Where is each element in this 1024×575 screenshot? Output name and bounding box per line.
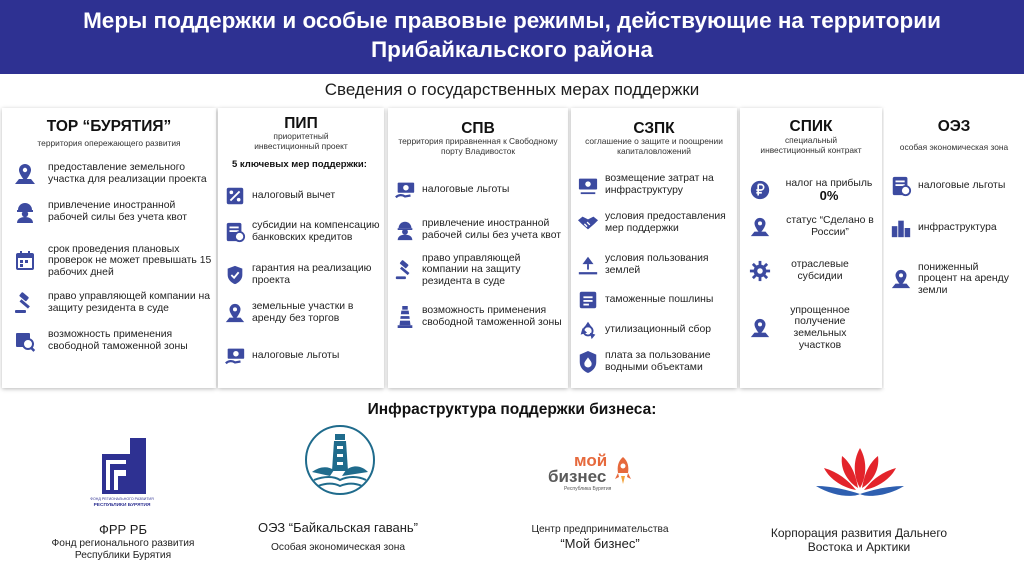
- column-subtitle: приоритетный инвестиционный проект: [254, 131, 348, 151]
- tax-deduction-icon: [224, 185, 246, 207]
- support-item: [740, 258, 860, 284]
- support-item: [2, 194, 212, 230]
- moi-logo-region: Республика Бурятия: [564, 486, 612, 492]
- support-item-text: пониженный процент на аренду земли: [918, 261, 1009, 296]
- ruble-coin-icon: [749, 179, 771, 201]
- column-tor: [2, 108, 216, 388]
- column-title: ПИП: [284, 115, 318, 132]
- frr-logo-line-2: РЕСПУБЛИКИ БУРЯТИЯ: [93, 503, 151, 508]
- calendar-icon: [13, 249, 37, 273]
- tax-benefit-icon: [394, 179, 416, 201]
- cash-icon: [224, 345, 246, 367]
- gavel-icon: [394, 259, 416, 281]
- org-desc: Востока и Арктики: [807, 540, 911, 554]
- support-item-text: привлечение иностранной рабочей силы без учета квот: [422, 218, 562, 241]
- column-szpk: [571, 108, 737, 388]
- support-item: [2, 290, 214, 316]
- org-desc: Республики Бурятия: [74, 550, 172, 561]
- column-spik: [740, 108, 882, 388]
- page-header: [0, 0, 1024, 74]
- support-item-text: упрощенное получение земельных участков: [790, 304, 850, 351]
- infrastructure-title: Инфраструктура поддержки бизнеса:: [367, 401, 657, 418]
- land-plot-icon: [13, 162, 37, 186]
- support-item: [571, 348, 733, 376]
- customs-duty-icon: [577, 289, 599, 311]
- column-title: СПВ: [461, 120, 495, 137]
- customs-search-icon: [13, 329, 37, 353]
- water-drop-icon: [577, 350, 599, 374]
- land-plot-icon: [749, 317, 771, 339]
- gavel-icon: [13, 291, 37, 315]
- money-return-icon: [577, 175, 599, 195]
- support-item-text: плата за пользование водными объектами: [605, 350, 711, 373]
- moi-logo-word-2: бизнес: [548, 467, 607, 486]
- frr-rb-logo: [92, 434, 152, 514]
- support-item: [2, 156, 212, 192]
- org-name: Корпорация развития Дальнего: [770, 526, 948, 540]
- column-subtitle: особая экономическая зона: [899, 142, 1009, 152]
- support-item-text: статус “Сделано в России”: [786, 215, 874, 238]
- support-item-text: [780, 178, 878, 201]
- moi-biznes-logo: [546, 452, 638, 498]
- support-item-text: возмещение затрат на инфраструктуру: [605, 173, 714, 196]
- support-item: [218, 262, 380, 288]
- support-item: [740, 214, 880, 240]
- profit-tax-rate: 0%: [819, 188, 839, 203]
- support-item-text: условия предоставления мер поддержки: [605, 211, 726, 234]
- guarantee-shield-icon: [224, 264, 246, 286]
- support-item: [218, 214, 380, 250]
- support-item: [388, 298, 564, 336]
- column-spv: [388, 108, 568, 388]
- support-item: [2, 328, 212, 354]
- column-title: ТОР “БУРЯТИЯ”: [46, 118, 172, 135]
- support-item-text: гарантия на реализацию проекта: [252, 263, 372, 286]
- support-item-text: земельные участки в аренду без торгов: [252, 301, 354, 324]
- support-item: [218, 184, 380, 208]
- support-item: [571, 172, 733, 198]
- land-rent-icon: [890, 268, 912, 290]
- rocket-icon: [614, 456, 632, 486]
- support-item-text: субсидии на компенсацию банковских кредитов: [252, 220, 380, 243]
- frr-logo-line-1: ФОНД РЕГИОНАЛЬНОГО РАЗВИТИЯ: [90, 497, 154, 501]
- page-title-line-2: Прибайкальского района: [370, 37, 654, 62]
- lighthouse-icon: [394, 305, 416, 329]
- support-item: [388, 212, 564, 248]
- support-item-text: инфраструктура: [918, 222, 997, 234]
- support-item: [740, 304, 860, 352]
- krdv-lotus-logo: [812, 444, 908, 504]
- recycle-icon: [577, 319, 599, 341]
- support-item: [218, 300, 380, 326]
- support-item: [571, 252, 733, 278]
- support-item-text: налоговый вычет: [252, 190, 336, 202]
- gear-icon: [749, 260, 771, 282]
- org-name: Центр предпринимательства: [531, 524, 669, 535]
- support-item: [218, 344, 380, 368]
- subsidy-icon: [224, 221, 246, 243]
- support-item: [884, 216, 1022, 240]
- support-item: [388, 178, 562, 202]
- tax-benefit-icon: [890, 175, 912, 197]
- support-item-text: утилизационный сбор: [605, 324, 712, 336]
- support-item-text: налоговые льготы: [918, 180, 1006, 192]
- column-note: 5 ключевых мер поддержки:: [232, 159, 367, 170]
- org-desc: Особая экономическая зона: [270, 542, 406, 553]
- support-item-text: право управляющей компании на защиту резидента в суде: [422, 252, 521, 287]
- column-title: ОЭЗ: [937, 118, 971, 135]
- support-item: [388, 251, 564, 289]
- support-item-text: привлечение иностранной рабочей силы без учета квот: [48, 200, 188, 223]
- support-item: [884, 174, 1022, 198]
- support-item: [740, 172, 878, 208]
- section-subtitle: Сведения о государственных мерах поддержки: [324, 80, 700, 99]
- org-desc: “Мой бизнес”: [560, 536, 640, 551]
- support-item-text: возможность применения свободной таможенной зоны: [48, 329, 188, 352]
- org-name: ОЭЗ “Байкальская гавань”: [258, 520, 418, 535]
- support-item: [571, 319, 733, 341]
- support-item-text: право управляющей компании на защиту резидента в суде: [48, 291, 211, 314]
- worker-icon: [394, 219, 416, 241]
- moi-logo-word-1: мой: [574, 451, 608, 470]
- page-title-line-1: Меры поддержки и особые правовые режимы, действующие на территории: [83, 8, 941, 33]
- support-item-label: налог на прибыль: [785, 178, 873, 190]
- infrastructure-icon: [890, 217, 912, 239]
- column-title: СЗПК: [633, 120, 675, 137]
- baikal-harbor-logo: [304, 424, 376, 496]
- support-item: [884, 260, 1018, 298]
- support-item-text: срок проведения плановых проверок не может превышать 15 рабочих дней: [48, 243, 212, 278]
- made-in-russia-icon: [749, 216, 771, 238]
- land-lease-icon: [224, 302, 246, 324]
- org-desc: Фонд регионального развития: [51, 538, 195, 549]
- support-item-text: предоставление земельного участка для реализации проекта: [48, 162, 207, 185]
- column-title: СПИК: [789, 118, 833, 135]
- support-item: [571, 204, 733, 242]
- support-item-text: налоговые льготы: [252, 350, 340, 362]
- column-subtitle: соглашение о защите и поощрении капиталовложений: [585, 136, 723, 156]
- column-subtitle: специальный инвестиционный контракт: [760, 135, 862, 155]
- handshake-icon: [577, 213, 599, 233]
- column-subtitle: территория приравненная к Свободному порту Владивосток: [398, 136, 558, 156]
- support-item-text: таможенные пошлины: [605, 294, 714, 306]
- support-item: [571, 289, 733, 311]
- org-name: ФРР РБ: [98, 522, 148, 537]
- support-item: [2, 242, 212, 280]
- land-use-icon: [577, 254, 599, 276]
- column-subtitle: территория опережающего развития: [37, 138, 181, 148]
- column-pip: [218, 108, 384, 388]
- column-oez: [884, 108, 1024, 388]
- support-item-text: условия пользования землей: [605, 253, 709, 276]
- support-item-text: налоговые льготы: [422, 184, 510, 196]
- support-item-text: отраслевые субсидии: [791, 259, 849, 282]
- worker-icon: [13, 200, 37, 224]
- support-item-text: возможность применения свободной таможенной зоны: [422, 305, 562, 328]
